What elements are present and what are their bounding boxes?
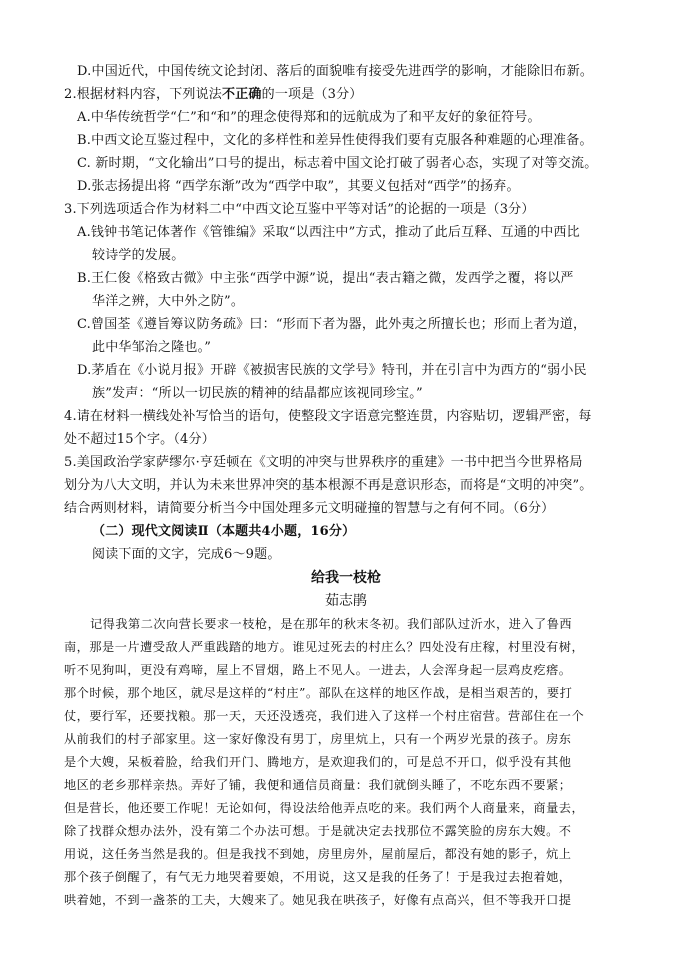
option-2a: A.中华传统哲学“仁”和“和”的理念使得郑和的远航成为了和平友好的象征符号。 <box>77 110 541 125</box>
question-5-line3: 结合两则材料，请简要分析当今中国处理多元文明碰撞的智慧与之有何不同。（6分） <box>64 501 555 516</box>
emphasis-not-correct: 不正确 <box>222 87 262 102</box>
question-2 <box>64 85 363 105</box>
option-3b-line2: 华洋之辨，大中外之防”。 <box>92 294 245 309</box>
story-line: 仗，要行军，还要找粮。那一天，天还没透亮，我们进入了这样一个村庄宿营。营部住在一个 <box>64 709 585 723</box>
story-line: 那个时候，那个地区，就尽是这样的“村庄”。部队在这样的地区作战，是相当艰苦的，要打 <box>64 686 573 700</box>
story-line: 除了找群众想办法外，没有第二个办法可想。于是就决定去找那位不露笑脸的房东大嫂。不 <box>64 824 572 838</box>
question-3: 3.下列选项适合作为材料二中“中西文论互鉴中平等对话”的论据的一项是（3分） <box>64 202 535 217</box>
story-author: 茹志鹃 <box>325 593 367 609</box>
section-heading: （二）现代文阅读Ⅱ（本题共4小题，16分） <box>92 524 356 539</box>
option-3d-line2: 族”发声：“所以一切民族的精神的结晶都应该视同珍宝。” <box>92 386 423 401</box>
option-1d-line: D.中国近代，中国传统文论封闭、落后的面貌唯有接受先进西学的影响，才能除旧布新。 <box>77 64 594 79</box>
question-4-line2: 处不超过15个字。（4分） <box>64 432 215 447</box>
story-line: 但是营长，他还要工作呢！无论如何，得设法给他弄点吃的来。我们两个人商量来，商量去， <box>64 801 585 815</box>
option-3a-line1: A.钱钟书笔记体著作《管锥编》采取“以西注中”方式，推动了此后互释、互通的中西比 <box>77 225 580 240</box>
question-5-line2: 划分为八大文明，并认为未来世界冲突的基本根源不再是意识形态，而将是“文明的冲突”。 <box>64 478 593 493</box>
question-2-text: 2.根据材料内容，下列说法不正确的一项是（3分） <box>64 87 363 102</box>
option-2b: B.中西文论互鉴过程中，文化的多样性和差异性使得我们要有克服各种难题的心理准备。 <box>77 133 593 148</box>
option-3d-line1: D.茅盾在《小说月报》开辟《被损害民族的文学号》特刊，并在引言中为西方的“弱小民 <box>77 363 587 378</box>
story-line: 那个孩子倒醒了，有气无力地哭着要娘，不用说，这又是我的任务了！于是我过去抱着她， <box>64 870 572 884</box>
story-line: 是个大嫂，呆板着脸，给我们开门、腾地方，是欢迎我们的，可是总不开口，似乎没有其他 <box>64 755 572 769</box>
question-5-line1: 5.美国政治学家萨缪尔·亨廷顿在《文明的冲突与世界秩序的重建》一书中把当今世界格局 <box>64 455 583 470</box>
question-4-line1: 4.请在材料一横线处补写恰当的语句，使整段文字语意完整连贯，内容贴切，逻辑严密，每 <box>64 409 592 424</box>
story-line: 从前我们的村子部家里。这一家好像没有男丁，房里炕上，只有一个两岁光景的孩子。房东 <box>64 732 572 746</box>
option-3b-line1: B.王仁俊《格致古微》中主张“西学中源”说，提出“表古籍之微，发西学之覆，将以严 <box>77 271 574 286</box>
option-3a-line2: 较诗学的发展。 <box>92 248 185 263</box>
story-line: 哄着她，不到一盏茶的工夫，大嫂来了。她见我在哄孩子，好像有点高兴，但不等我开口提 <box>64 893 572 907</box>
story-line: 记得我第二次向营长要求一枝枪，是在那年的秋末冬初。我们部队过沂水，进入了鲁西 <box>90 617 573 631</box>
story-line: 听不见狗叫，更没有鸡啼，屋上不冒烟，路上不见人。一进去，人会浑身起一层鸡皮疙瘩。 <box>64 663 572 677</box>
option-3c-line2: 此中华邹治之隆也。” <box>92 340 212 355</box>
story-title: 给我一枝枪 <box>311 570 381 586</box>
story-line: 用说，这任务当然是我的。但是我找不到她，房里房外，屋前屋后，都没有她的影子，炕上 <box>64 847 572 861</box>
option-3c-line1: C.曾国荃《遵旨筹议防务疏》曰：“形而下者为器，此外夷之所擅长也；形而上者为道， <box>77 317 587 332</box>
story-line: 南，那是一片遭受敌人严重践踏的地方。谁见过死去的村庄么？四处没有庄稼，村里没有树， <box>64 640 585 654</box>
option-2d: D.张志扬提出将 “西学东渐”改为“西学中取”，其要义包括对“西学”的扬弃。 <box>77 179 520 194</box>
option-2c: C. 新时期，“文化输出”口号的提出，标志着中国文论打破了弱者心态，实现了对等交流。 <box>77 156 598 171</box>
reading-instruction: 阅读下面的文字，完成6～9题。 <box>92 547 281 562</box>
story-line: 地区的老乡那样亲热。弄好了铺，我便和通信员商量：我们就倒头睡了，不吃东西不要紧； <box>64 778 572 792</box>
